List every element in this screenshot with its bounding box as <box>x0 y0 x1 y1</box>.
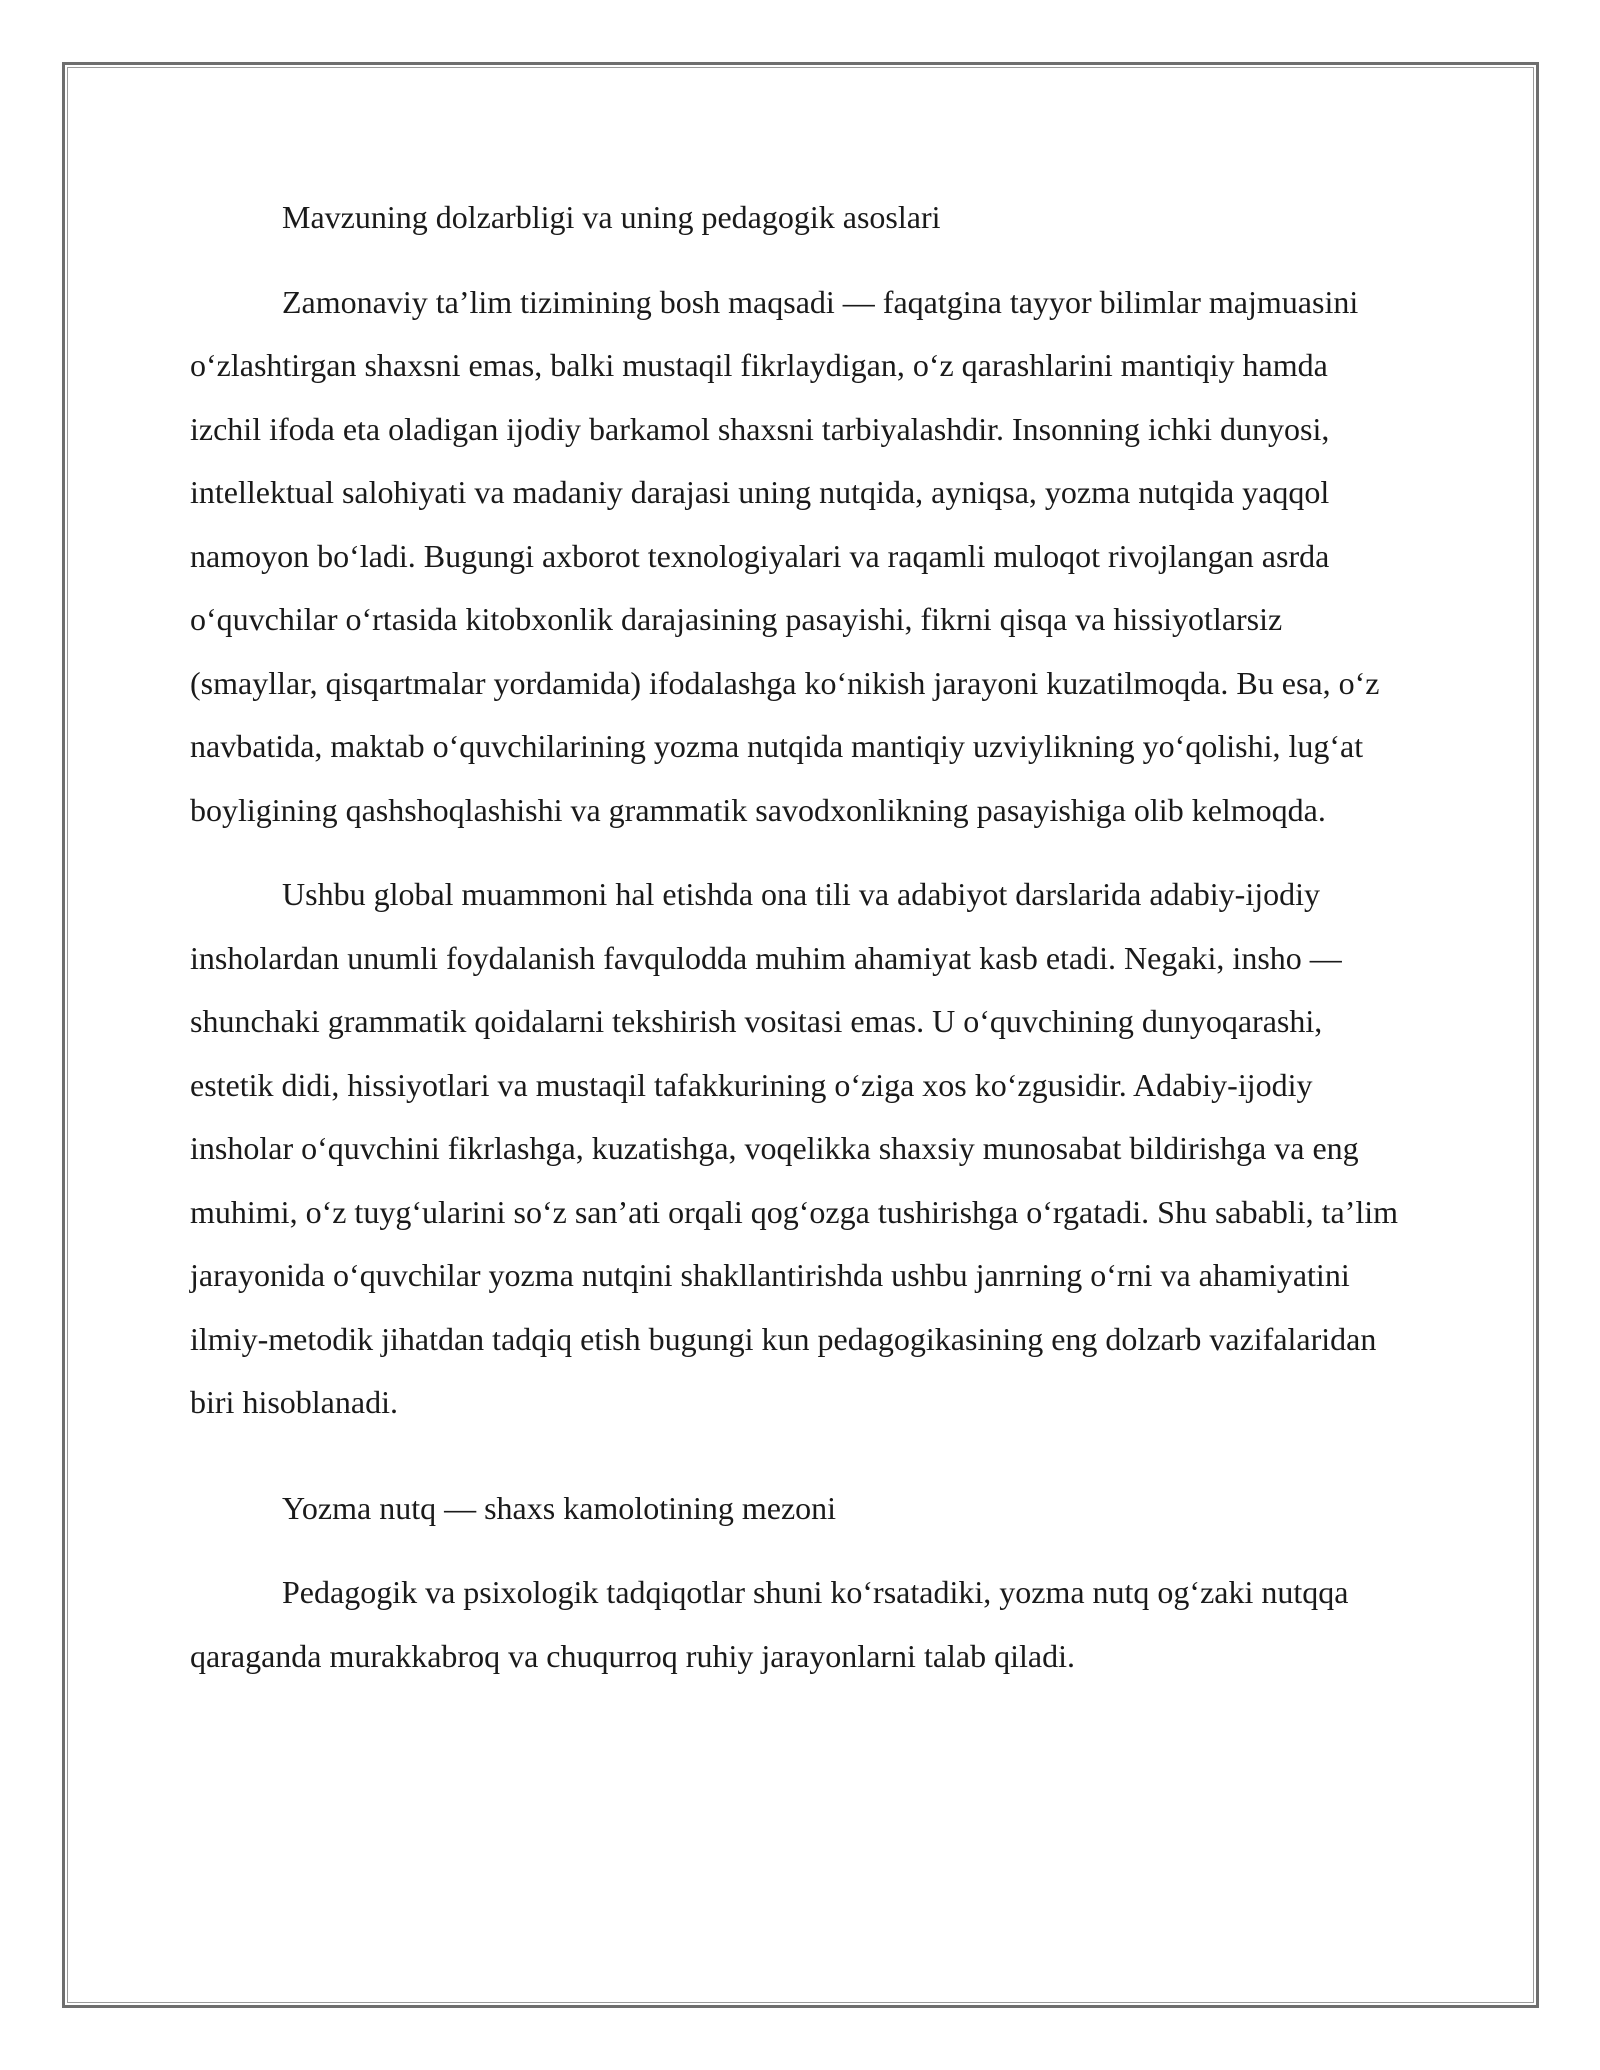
paragraph-essays-importance: Ushbu global muammoni hal etishda ona tili va adabiyot darslarida adabiy-ijodiy insholardan unumli foydalanish favqulodda muhim ahamiyat kasb etadi. Negaki, insho — shunchaki grammatik qoidalarni tekshirish vositasi emas. U o‘quvchining dunyoqarashi, estetik didi, hissiyotlari va mustaqil tafakkurining o‘ziga xos ko‘zgusidir. Adabiy-ijodiy insholar o‘quvchini fikrlashga, kuzatishga, voqelikka shaxsiy munosabat bildirishga va eng muhimi, o‘z tuyg‘ularini so‘z san’ati orqali qog‘ozga tushirishga o‘rgatadi. Shu sababli, ta’lim jarayonida o‘quvchilar yozma nutqini shakllantirishda ushbu janrning o‘rni va ahamiyatini ilmiy-metodik jihatdan tadqiq etish bugungi kun pedagogikasining eng dolzarb vazifalaridan biri hisoblanadi. <box>190 876 1399 1420</box>
paragraph-written-speech: Pedagogik va psixologik tadqiqotlar shuni ko‘rsatadiki, yozma nutq og‘zaki nutqqa qaraganda murakkabroq va chuqurroq ruhiy jarayonlarni talab qiladi. <box>190 1574 1349 1674</box>
document-body <box>190 186 1405 1688</box>
section-heading-relevance: Mavzuning dolzarbligi va uning pedagogik asoslari <box>282 199 941 235</box>
section-heading-written-speech: Yozma nutq — shaxs kamolotining mezoni <box>282 1489 837 1526</box>
paragraph-education-goals: Zamonaviy ta’lim tizimining bosh maqsadi — faqatgina tayyor bilimlar majmuasini o‘zlashtirgan shaxsni emas, balki mustaqil fikrlaydigan, o‘z qarashlarini mantiqiy hamda izchil ifoda eta oladigan ijodiy barkamol shaxsni tarbiyalashdir. Insonning ichki dunyosi, intellektual salohiyati va madaniy darajasi uning nutqida, ayniqsa, yozma nutqida yaqqol namoyon bo‘ladi. Bugungi axborot texnologiyalari va raqamli muloqot rivojlangan asrda o‘quvchilar o‘rtasida kitobxonlik darajasining pasayishi, fikrni qisqa va hissiyotlarsiz (smayllar, qisqartmalar yordamida) ifodalashga ko‘nikish jarayoni kuzatilmoqda. Bu esa, o‘z navbatida, maktab o‘quvchilarining yozma nutqida mantiqiy uzviylikning yo‘qolishi, lug‘at boyligining qashshoqlashishi va grammatik savodxonlikning pasayishiga olib kelmoqda. <box>190 283 1380 828</box>
